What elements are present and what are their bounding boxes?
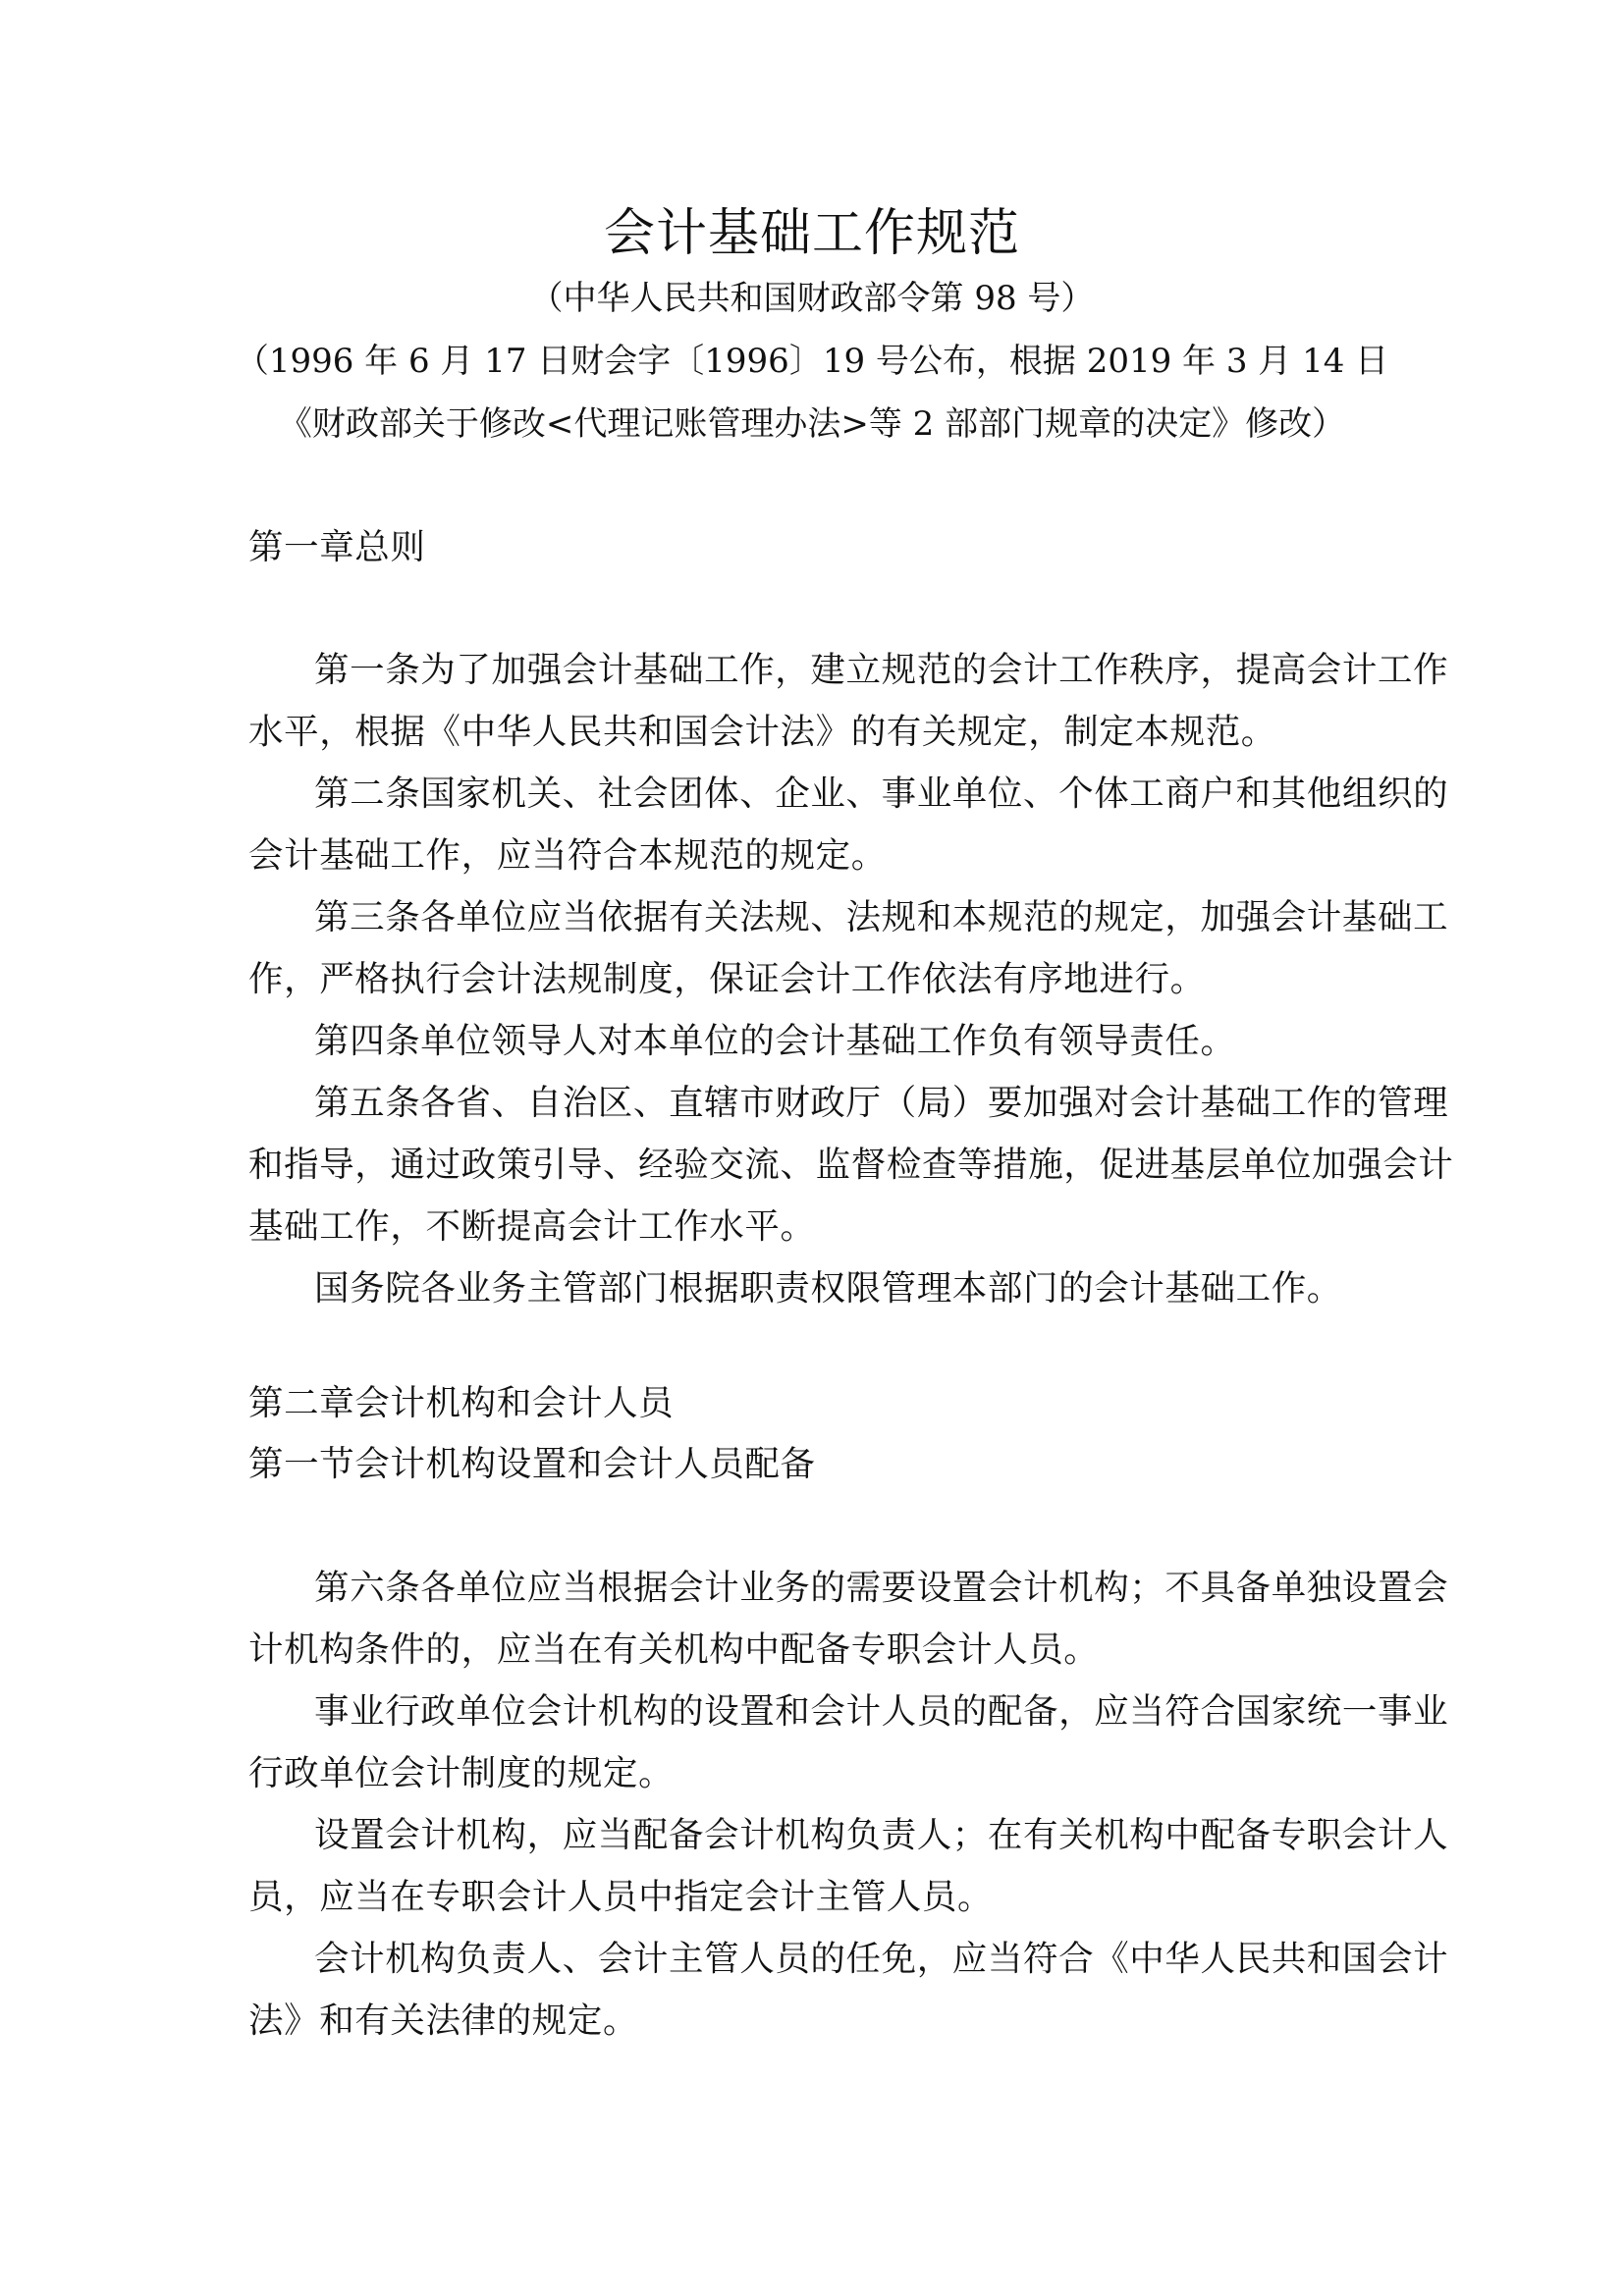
- article-6-paragraph-2-line-2: 行政单位会计制度的规定。: [248, 1753, 675, 1793]
- article-1-line-1: 第一条为了加强会计基础工作，建立规范的会计工作秩序，提高会计工作: [314, 650, 1449, 690]
- article-2-line-1: 第二条国家机关、社会团体、企业、事业单位、个体工商户和其他组织的: [314, 774, 1449, 814]
- article-3-line-1: 第三条各单位应当依据有关法规、法规和本规范的规定，加强会计基础工: [314, 897, 1449, 937]
- article-6-line-1: 第六条各单位应当根据会计业务的需要设置会计机构；不具备单独设置会: [314, 1568, 1449, 1608]
- article-6-paragraph-3-line-2: 员，应当在专职会计人员中指定会计主管人员。: [248, 1877, 994, 1917]
- article-6-paragraph-4-line-1: 会计机构负责人、会计主管人员的任免，应当符合《中华人民共和国会计: [314, 1939, 1449, 1979]
- chapter-1-heading: 第一章总则: [248, 527, 426, 567]
- article-2-line-2: 会计基础工作，应当符合本规范的规定。: [248, 835, 887, 876]
- article-6-line-2: 计机构条件的，应当在有关机构中配备专职会计人员。: [248, 1629, 1100, 1670]
- document-title: 会计基础工作规范: [603, 204, 1020, 263]
- article-5-paragraph-2: 国务院各业务主管部门根据职责权限管理本部门的会计基础工作。: [314, 1268, 1342, 1308]
- article-5-line-3: 基础工作，不断提高会计工作水平。: [248, 1206, 816, 1247]
- article-5-line-1: 第五条各省、自治区、直辖市财政厅（局）要加强对会计基础工作的管理: [314, 1083, 1449, 1123]
- article-1-line-2: 水平，根据《中华人民共和国会计法》的有关规定，制定本规范。: [248, 712, 1276, 752]
- article-5-line-2: 和指导，通过政策引导、经验交流、监督检查等措施，促进基层单位加强会计: [248, 1145, 1454, 1185]
- article-3-line-2: 作，严格执行会计法规制度，保证会计工作依法有序地进行。: [248, 959, 1206, 999]
- publication-note-line-1: （1996 年 6 月 17 日财会字〔1996〕19 号公布，根据 2019 年 3 月 14 日: [235, 342, 1389, 381]
- chapter-2-heading: 第二章会计机构和会计人员: [248, 1383, 675, 1423]
- publication-note-line-2: 《财政部关于修改<代理记账管理办法>等 2 部部门规章的决定》修改）: [278, 404, 1346, 444]
- document-subtitle: （中华人民共和国财政部令第 98 号）: [529, 279, 1095, 318]
- article-6-paragraph-3-line-1: 设置会计机构，应当配备会计机构负责人；在有关机构中配备专职会计人: [314, 1815, 1449, 1855]
- article-4-line-1: 第四条单位领导人对本单位的会计基础工作负有领导责任。: [314, 1021, 1236, 1061]
- article-6-paragraph-4-line-2: 法》和有关法律的规定。: [248, 2001, 639, 2041]
- article-6-paragraph-2-line-1: 事业行政单位会计机构的设置和会计人员的配备，应当符合国家统一事业: [314, 1691, 1449, 1732]
- section-1-heading: 第一节会计机构设置和会计人员配备: [248, 1444, 816, 1484]
